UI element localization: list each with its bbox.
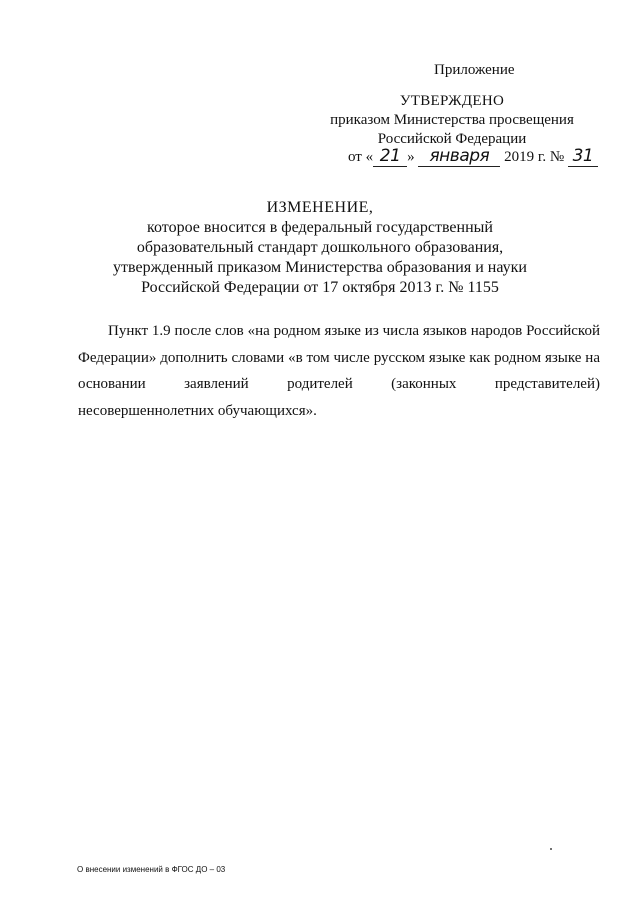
approval-block bbox=[302, 92, 602, 149]
order-line-1: приказом Министерства просвещения bbox=[330, 112, 574, 128]
title-heading: ИЗМЕНЕНИЕ, bbox=[266, 199, 374, 216]
handwritten-day: 21 bbox=[373, 146, 407, 167]
handwritten-month: января bbox=[418, 146, 500, 167]
approved-label: УТВЕРЖДЕНО bbox=[399, 93, 505, 109]
order-date-line bbox=[348, 146, 598, 167]
appendix-label: Приложение bbox=[434, 62, 515, 78]
document-title bbox=[0, 198, 640, 298]
date-prefix: от « bbox=[348, 149, 374, 165]
title-line-1: которое вносится в федеральный государственный bbox=[147, 219, 493, 236]
date-mid: » bbox=[407, 149, 415, 165]
title-line-3: утвержденный приказом Министерства образования и науки bbox=[113, 259, 527, 276]
amendment-paragraph: Пункт 1.9 после слов «на родном языке из числа языков народов Российской Федерации» дополнить словами «в том числе русском языке как родном языке на основании заявлений родителей (законных представителей) несовершеннолетних обучающихся». bbox=[78, 323, 600, 419]
title-line-2: образовательный стандарт дошкольного образования, bbox=[136, 239, 504, 256]
title-line-4: Российской Федерации от 17 октября 2013 г. № 1155 bbox=[141, 279, 499, 296]
footer-reference: О внесении изменений в ФГОС ДО – 03 bbox=[77, 865, 226, 874]
date-year: 2019 г. № bbox=[504, 149, 565, 165]
scan-speck bbox=[550, 848, 552, 850]
order-line-2: Российской Федерации bbox=[377, 131, 527, 147]
handwritten-order-number: 31 bbox=[568, 146, 598, 167]
